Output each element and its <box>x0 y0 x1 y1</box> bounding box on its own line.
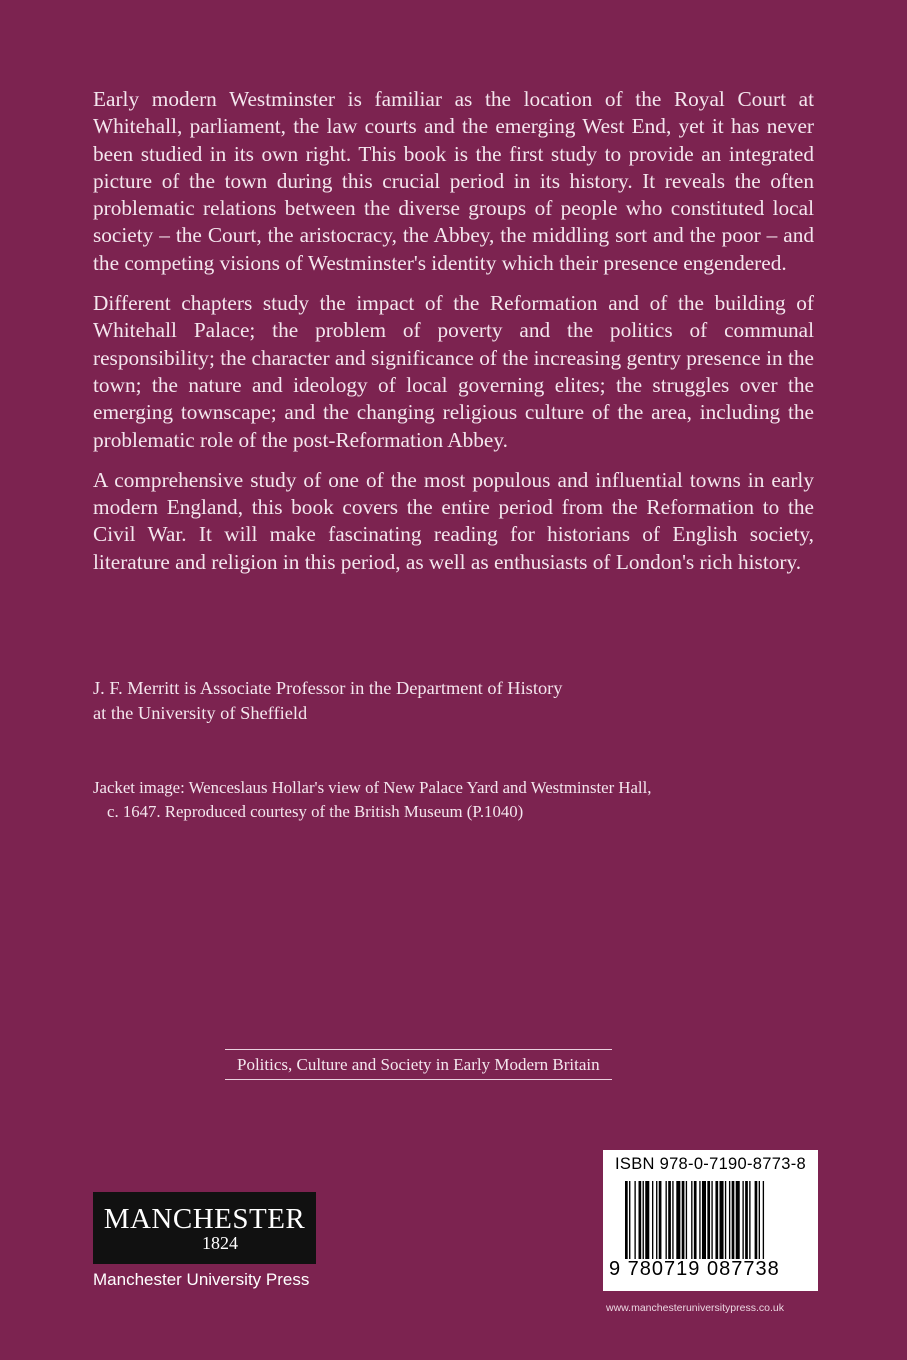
barcode-bar <box>634 1181 635 1259</box>
barcode-bar <box>629 1181 630 1259</box>
barcode-bar <box>759 1181 760 1259</box>
barcode-bar <box>691 1181 692 1259</box>
barcode-bar <box>732 1181 735 1259</box>
blurb-paragraph-3: A comprehensive study of one of the most populous and influential towns in early modern England, this book covers the entire period from the Reformation to the Civil War. It will make fascinating reading for historians of English society, literature and religion in this period, as well as enthusiasts of London's rich history. <box>93 467 814 574</box>
barcode-bar <box>672 1181 673 1259</box>
barcode-number: 9 780719 087738 <box>609 1258 780 1280</box>
barcode-bar <box>643 1181 644 1259</box>
barcode-bar <box>656 1181 657 1259</box>
barcode-bar <box>676 1181 680 1259</box>
barcode-bar <box>755 1181 758 1259</box>
jacket-credit-line-2: c. 1647. Reproduced courtesy of the British Museum (P.1040) <box>107 802 524 821</box>
barcode-bar <box>694 1181 697 1259</box>
blurb-paragraph-2: Different chapters study the impact of the Reformation and of the building of Whitehall Palace; the problem of poverty and the politics of communal responsibility; the character and significance of the increasing gentry presence in the town; the nature and ideology of local governing elites; the struggles over the emerging townscape; and the changing religious culture of the area, including the problematic role of the post-Reformation Abbey. <box>93 291 814 452</box>
barcode-bar <box>659 1181 662 1259</box>
barcode-bar <box>699 1181 700 1259</box>
barcode-bar <box>729 1181 730 1259</box>
barcode-bar <box>686 1181 687 1259</box>
barcode-bar <box>652 1181 653 1259</box>
barcode-bar <box>736 1181 740 1259</box>
barcode-bar <box>625 1181 628 1259</box>
barcode-bar <box>763 1181 764 1259</box>
publisher-logo <box>93 1192 316 1264</box>
isbn-barcode <box>603 1150 818 1291</box>
publisher-logo-year: 1824 <box>202 1233 238 1253</box>
barcode-bar <box>720 1181 724 1259</box>
series-title: Politics, Culture and Society in Early Modern Britain <box>225 1049 612 1080</box>
barcode-bar <box>707 1181 710 1259</box>
barcode-bar <box>645 1181 649 1259</box>
barcode-bar <box>682 1181 685 1259</box>
barcode-bar <box>639 1181 642 1259</box>
barcode-bar <box>749 1181 750 1259</box>
blurb-paragraph-1: Early modern Westminster is familiar as the location of the Royal Court at Whitehall, parliament, the law courts and the emerging West End, yet it has never been studied in its own right. This book is the first study to provide an integrated picture of the town during this crucial period in its history. It reveals the often problematic relations between the diverse groups of people who constituted local society – the Court, the aristocracy, the Abbey, the middling sort and the poor – and the competing visions of Westminster's identity which their presence engendered. <box>93 87 814 275</box>
barcode-bar <box>711 1181 712 1259</box>
barcode-bar <box>702 1181 706 1259</box>
author-bio <box>93 676 814 726</box>
jacket-credit <box>93 776 814 824</box>
barcode-bar <box>666 1181 667 1259</box>
author-bio-line-1: J. F. Merritt is Associate Professor in the Department of History <box>93 678 563 698</box>
barcode-bar <box>742 1181 743 1259</box>
barcode-bar <box>668 1181 671 1259</box>
barcode-bar <box>745 1181 748 1259</box>
publisher-name: Manchester University Press <box>93 1270 310 1289</box>
publisher-url: www.manchesteruniversitypress.co.uk <box>606 1302 784 1314</box>
jacket-credit-line-1: Jacket image: Wenceslaus Hollar's view of New Palace Yard and Westminster Hall, <box>93 778 652 797</box>
barcode-bars <box>625 1181 813 1263</box>
author-bio-line-2: at the University of Sheffield <box>93 703 308 723</box>
barcode-bar <box>715 1181 718 1259</box>
blurb <box>93 86 814 589</box>
isbn-label: ISBN 978-0-7190-8773-8 <box>615 1155 806 1173</box>
barcode-bar <box>725 1181 726 1259</box>
publisher-logo-name: MANCHESTER <box>103 1203 306 1235</box>
